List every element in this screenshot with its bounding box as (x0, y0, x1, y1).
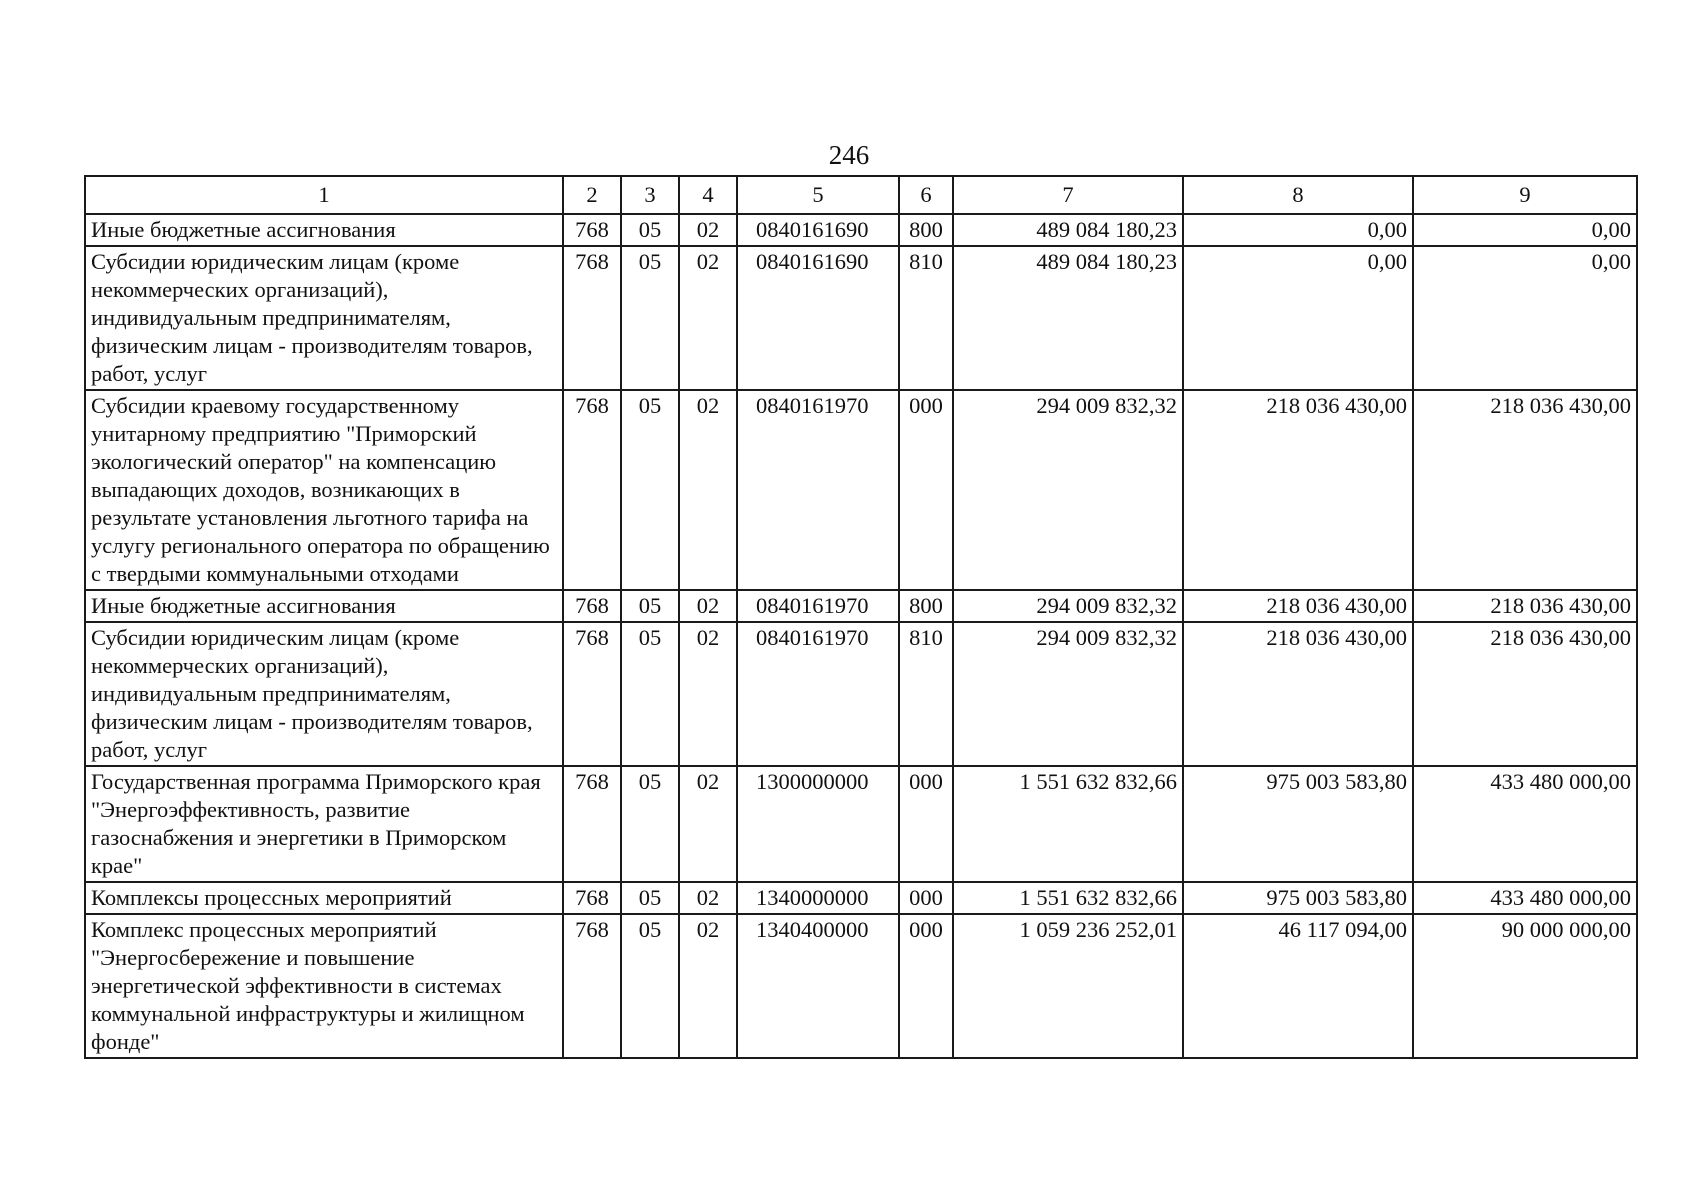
row-amount-col8: 0,00 (1183, 214, 1413, 246)
row-amount-col9: 0,00 (1413, 214, 1637, 246)
budget-table (84, 175, 1638, 1059)
row-section-code: 05 (621, 246, 679, 390)
row-name: Субсидии краевому государственному унитарному предприятию "Приморский экологический оператор" на компенсацию выпадающих доходов, возникающих в результате установления льготного тарифа на услугу регионального оператора по обращению с твердыми коммунальными отходами (85, 390, 563, 590)
row-section-code: 05 (621, 390, 679, 590)
row-expense-type-code: 810 (899, 246, 953, 390)
row-amount-col9: 433 480 000,00 (1413, 882, 1637, 914)
row-expense-type-code: 810 (899, 622, 953, 766)
row-amount-col8: 218 036 430,00 (1183, 390, 1413, 590)
row-target-code: 1340400000 (737, 914, 899, 1058)
row-ministry-code: 768 (563, 246, 621, 390)
row-target-code: 1340000000 (737, 882, 899, 914)
row-target-code: 0840161970 (737, 590, 899, 622)
table-row (85, 246, 1637, 390)
row-name: Субсидии юридическим лицам (кроме некоммерческих организаций), индивидуальным предпринимателям, физическим лицам - производителям товаров, работ, услуг (85, 246, 563, 390)
row-expense-type-code: 000 (899, 882, 953, 914)
row-subsection-code: 02 (679, 766, 737, 882)
row-amount-col8: 975 003 583,80 (1183, 882, 1413, 914)
row-subsection-code: 02 (679, 390, 737, 590)
row-amount-col9: 218 036 430,00 (1413, 390, 1637, 590)
row-ministry-code: 768 (563, 622, 621, 766)
row-amount-col8: 218 036 430,00 (1183, 622, 1413, 766)
row-section-code: 05 (621, 214, 679, 246)
row-section-code: 05 (621, 882, 679, 914)
header-col-9: 9 (1413, 176, 1637, 214)
row-amount-col7: 489 084 180,23 (953, 214, 1183, 246)
header-col-6: 6 (899, 176, 953, 214)
row-name: Комплексы процессных мероприятий (85, 882, 563, 914)
row-ministry-code: 768 (563, 590, 621, 622)
row-subsection-code: 02 (679, 246, 737, 390)
row-ministry-code: 768 (563, 214, 621, 246)
row-amount-col9: 218 036 430,00 (1413, 622, 1637, 766)
row-amount-col8: 0,00 (1183, 246, 1413, 390)
row-amount-col9: 218 036 430,00 (1413, 590, 1637, 622)
row-amount-col9: 90 000 000,00 (1413, 914, 1637, 1058)
header-col-1: 1 (85, 176, 563, 214)
table-header (85, 176, 1637, 214)
row-expense-type-code: 000 (899, 390, 953, 590)
row-expense-type-code: 000 (899, 914, 953, 1058)
row-subsection-code: 02 (679, 214, 737, 246)
table-row (85, 390, 1637, 590)
row-subsection-code: 02 (679, 882, 737, 914)
row-amount-col7: 294 009 832,32 (953, 622, 1183, 766)
row-expense-type-code: 800 (899, 214, 953, 246)
row-name: Комплекс процессных мероприятий "Энергосбережение и повышение энергетической эффективности в системах коммунальной инфраструктуры и жилищном фонде" (85, 914, 563, 1058)
table-row (85, 882, 1637, 914)
row-section-code: 05 (621, 622, 679, 766)
row-name: Иные бюджетные ассигнования (85, 214, 563, 246)
row-name: Государственная программа Приморского края "Энергоэффективность, развитие газоснабжения и энергетики в Приморском крае" (85, 766, 563, 882)
header-col-4: 4 (679, 176, 737, 214)
row-amount-col9: 0,00 (1413, 246, 1637, 390)
row-ministry-code: 768 (563, 914, 621, 1058)
row-ministry-code: 768 (563, 882, 621, 914)
row-ministry-code: 768 (563, 390, 621, 590)
row-target-code: 0840161690 (737, 246, 899, 390)
row-expense-type-code: 800 (899, 590, 953, 622)
page-number: 246 (828, 140, 870, 170)
header-col-5: 5 (737, 176, 899, 214)
row-name: Субсидии юридическим лицам (кроме некоммерческих организаций), индивидуальным предпринимателям, физическим лицам - производителям товаров, работ, услуг (85, 622, 563, 766)
row-amount-col9: 433 480 000,00 (1413, 766, 1637, 882)
header-col-3: 3 (621, 176, 679, 214)
header-row (85, 176, 1637, 214)
header-col-8: 8 (1183, 176, 1413, 214)
row-amount-col7: 294 009 832,32 (953, 390, 1183, 590)
row-target-code: 0840161970 (737, 390, 899, 590)
row-amount-col8: 975 003 583,80 (1183, 766, 1413, 882)
row-amount-col7: 294 009 832,32 (953, 590, 1183, 622)
header-col-2: 2 (563, 176, 621, 214)
row-amount-col7: 489 084 180,23 (953, 246, 1183, 390)
row-amount-col7: 1 059 236 252,01 (953, 914, 1183, 1058)
row-subsection-code: 02 (679, 590, 737, 622)
row-section-code: 05 (621, 590, 679, 622)
row-subsection-code: 02 (679, 914, 737, 1058)
table-row (85, 622, 1637, 766)
row-name: Иные бюджетные ассигнования (85, 590, 563, 622)
table-row (85, 766, 1637, 882)
row-section-code: 05 (621, 914, 679, 1058)
table-row (85, 914, 1637, 1058)
row-target-code: 0840161690 (737, 214, 899, 246)
row-amount-col8: 218 036 430,00 (1183, 590, 1413, 622)
row-ministry-code: 768 (563, 766, 621, 882)
header-col-7: 7 (953, 176, 1183, 214)
row-subsection-code: 02 (679, 622, 737, 766)
row-expense-type-code: 000 (899, 766, 953, 882)
row-amount-col7: 1 551 632 832,66 (953, 766, 1183, 882)
row-amount-col8: 46 117 094,00 (1183, 914, 1413, 1058)
table-row (85, 590, 1637, 622)
row-amount-col7: 1 551 632 832,66 (953, 882, 1183, 914)
row-target-code: 0840161970 (737, 622, 899, 766)
table-row (85, 214, 1637, 246)
table-body (85, 214, 1637, 1058)
row-target-code: 1300000000 (737, 766, 899, 882)
row-section-code: 05 (621, 766, 679, 882)
